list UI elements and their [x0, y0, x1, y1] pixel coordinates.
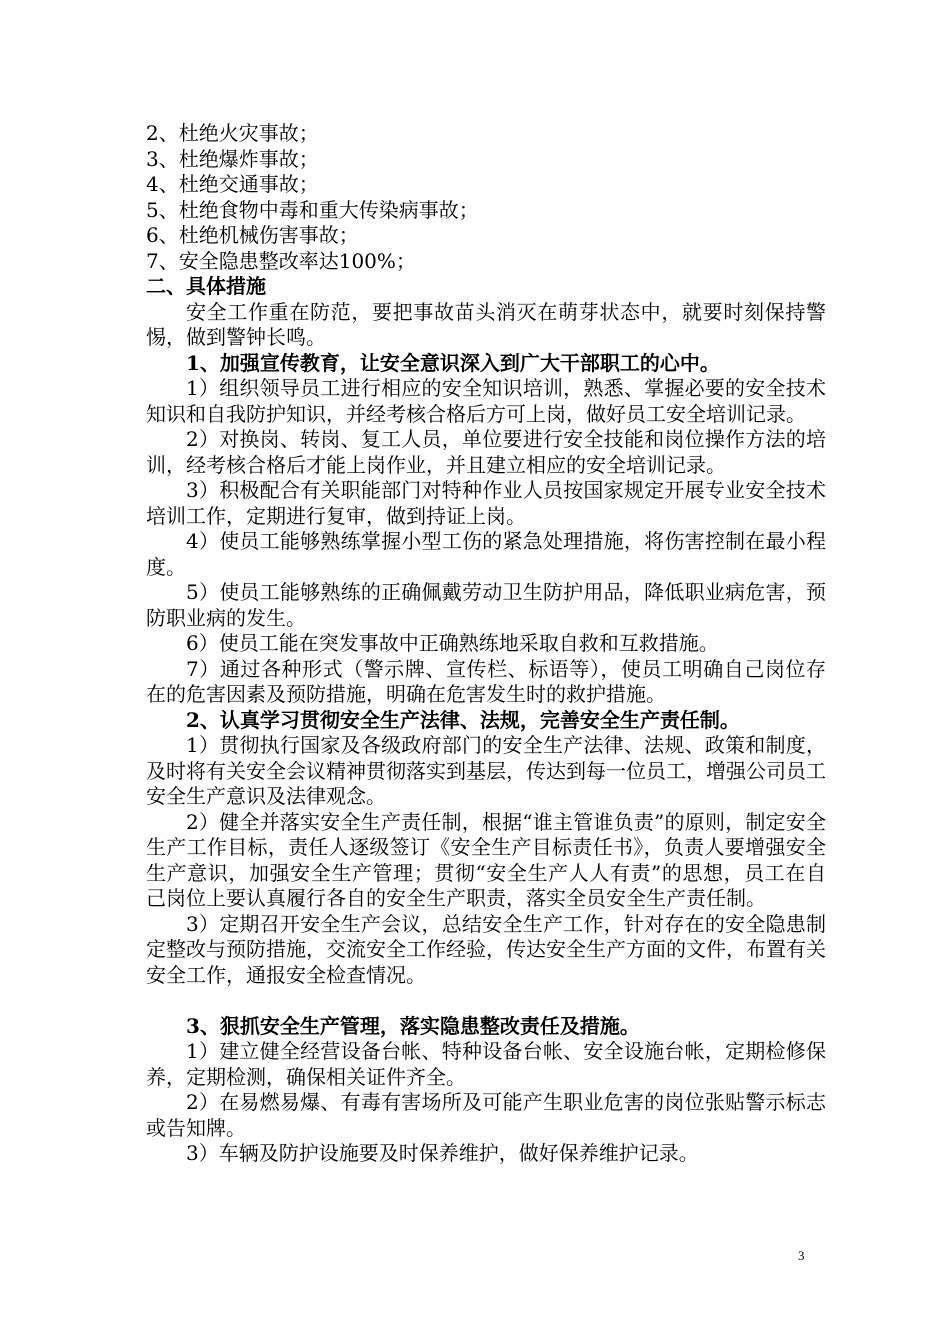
document-body: [146, 121, 826, 1167]
section-title: 二、具体措施: [146, 274, 266, 298]
list-item: 2、杜绝火灾事故；: [146, 121, 319, 145]
list-item: 6、杜绝机械伤害事故；: [146, 223, 359, 247]
page-number: 3: [798, 1248, 805, 1263]
paragraph: 1）贯彻执行国家及各级政府部门的安全生产法律、法规、政策和制度，及时将有关安全会议精神贯彻落实到基层，传达到每一位员工，增强公司员工安全生产意识及法律观念。: [146, 733, 826, 808]
intro-paragraph: 安全工作重在防范，要把事故苗头消灭在萌芽状态中，就要时刻保持警惕，做到警钟长鸣。: [146, 299, 826, 349]
paragraph: 6）使员工能在突发事故中正确熟练地采取自救和互救措施。: [186, 631, 719, 655]
paragraph: 4）使员工能够熟练掌握小型工伤的紧急处理措施，将伤害控制在最小程度。: [146, 529, 826, 579]
paragraph: 5）使员工能够熟练的正确佩戴劳动卫生防护用品，降低职业病危害，预防职业病的发生。: [146, 580, 826, 630]
paragraph: 2）对换岗、转岗、复工人员，单位要进行安全技能和岗位操作方法的培训，经考核合格后才能上岗作业，并且建立相应的安全培训记录。: [146, 427, 826, 477]
paragraph: 1）建立健全经营设备台帐、特种设备台帐、安全设施台帐，定期检修保养，定期检测，确保相关证件齐全。: [146, 1039, 826, 1089]
list-item: 5、杜绝食物中毒和重大传染病事故；: [146, 197, 479, 222]
blank-line: [146, 988, 826, 1014]
list-item: 3、杜绝爆炸事故；: [146, 146, 319, 171]
paragraph: 3）车辆及防护设施要及时保养维护，做好保养维护记录。: [186, 1141, 699, 1165]
list-item: 4、杜绝交通事故；: [146, 172, 319, 196]
subheading-1: 1、加强宣传教育，让安全意识深入到广大干部职工的心中。: [186, 350, 720, 375]
paragraph: 1）组织领导员工进行相应的安全知识培训，熟悉、掌握必要的安全技术知识和自我防护知识，并经考核合格后方可上岗，做好员工安全培训记录。: [146, 376, 826, 426]
paragraph: 2）健全并落实安全生产责任制，根据“谁主管谁负责”的原则，制定安全生产工作目标，责任人逐级签订《安全生产目标责任书》，负责人要增强安全生产意识，加强安全生产管理；贯彻“安全生产人人有责”的思想，员工在自己岗位上要认真履行各自的安全生产职责，落实全员安全生产责任制。: [146, 809, 826, 910]
list-item: 7、安全隐患整改率达100%；: [146, 248, 416, 273]
paragraph: 7）通过各种形式（警示牌、宣传栏、标语等），使员工明确自己岗位存在的危害因素及预防措施，明确在危害发生时的救护措施。: [146, 656, 826, 706]
paragraph: 3）定期召开安全生产会议，总结安全生产工作，针对存在的安全隐患制定整改与预防措施，交流安全工作经验，传达安全生产方面的文件，布置有关安全工作，通报安全检查情况。: [146, 911, 826, 987]
paragraph: 2）在易燃易爆、有毒有害场所及可能产生职业危害的岗位张贴警示标志或告知牌。: [146, 1090, 826, 1140]
subheading-2: 2、认真学习贯彻安全生产法律、法规，完善安全生产责任制。: [186, 707, 740, 732]
paragraph: 3）积极配合有关职能部门对特种作业人员按国家规定开展专业安全技术培训工作，定期进行复审，做到持证上岗。: [146, 478, 826, 528]
subheading-3: 3、狠抓安全生产管理，落实隐患整改责任及措施。: [186, 1013, 640, 1038]
